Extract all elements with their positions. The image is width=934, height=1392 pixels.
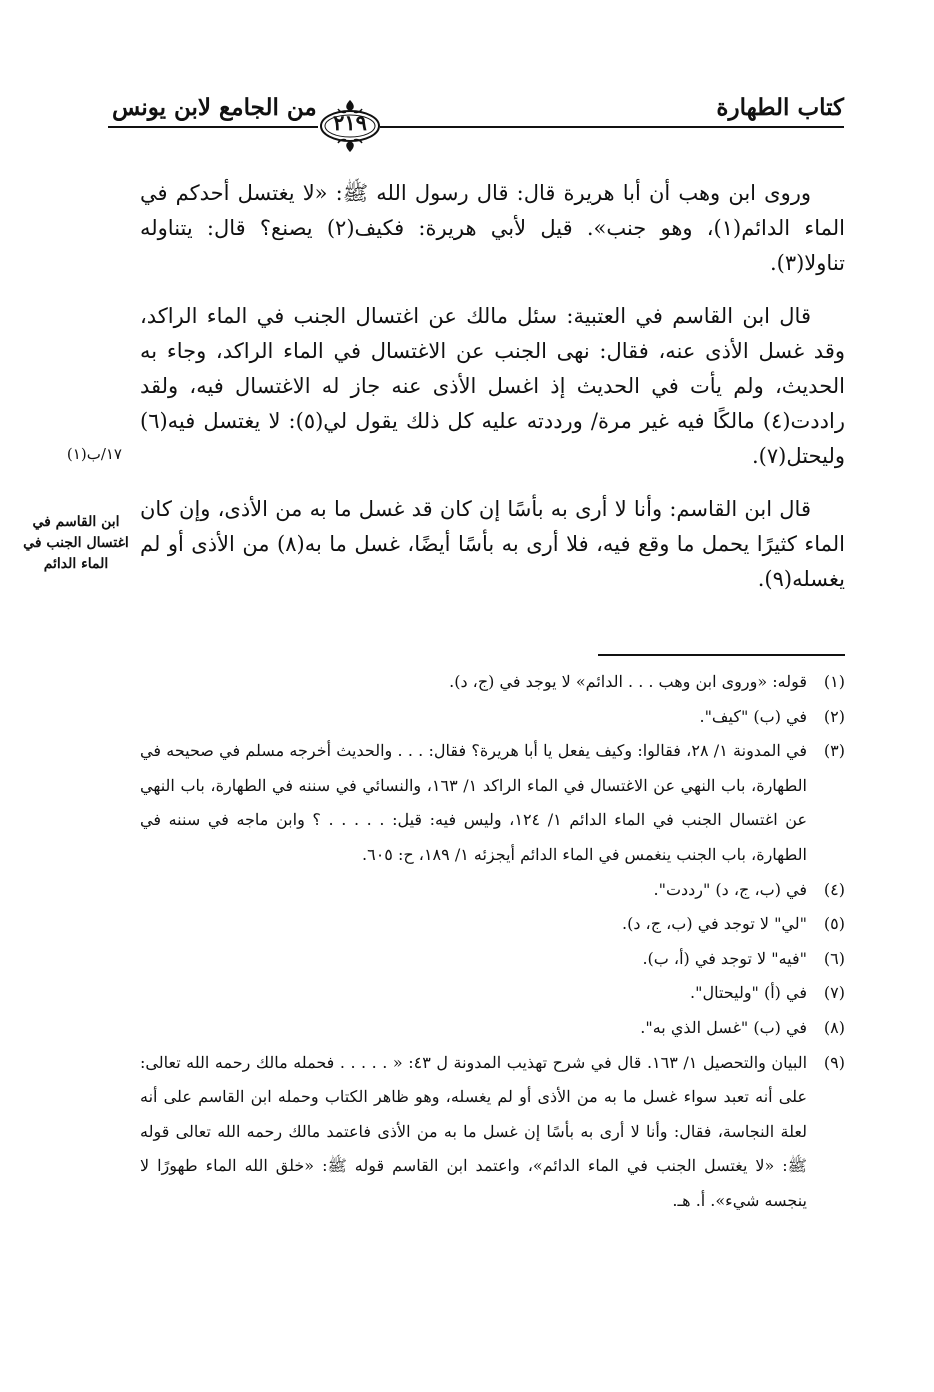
footnote-text: في (ب، ج، د) "رددت". <box>653 879 807 899</box>
footnote <box>140 873 845 908</box>
footnote <box>140 665 845 700</box>
margin-folio-note: ١٧/ب(١) <box>66 445 122 463</box>
paragraph: قال ابن القاسم في العتبية: سئل مالك عن اغتسال الجنب في الماء الراكد، وقد غسل الأذى عنه، فقال: نهى الجنب عن الاغتسال في الماء الراكد، وجاء به الحديث، ولم يأت في الحديث إذ اغسل الأذى عنه جاز له الاغتسال فيه، ولقد راددت(٤) مالكًا فيه غير مرة/ ورددته عليه كل ذلك يقول لي(٥): لا يغتسل فيه(٦) وليحتل(٧). <box>140 303 845 469</box>
footnote <box>140 976 845 1011</box>
footnote <box>140 907 845 942</box>
footnote <box>140 1011 845 1046</box>
footnote <box>140 942 845 977</box>
footnote-number: (٩) <box>823 1052 845 1072</box>
main-text <box>140 176 845 597</box>
footnote-text: "فيه" لا توجد في (أ، ب). <box>642 948 807 968</box>
header-rule-right <box>380 126 844 128</box>
footnote-text: في (ب) "غسل الذي به". <box>640 1017 807 1037</box>
footnote-text: في (ب) "كيف". <box>699 706 807 726</box>
footnotes <box>140 665 845 1219</box>
footnote-number: (٥) <box>823 914 845 934</box>
header-book-title: من الجامع لابن يونس <box>112 94 317 121</box>
footnote-number: (٤) <box>823 879 845 899</box>
footnote-separator <box>598 654 845 656</box>
footnote-number: (٢) <box>823 706 845 726</box>
margin-topic-note: ابن القاسم في اغتسال الجنب في الماء الدائم <box>23 514 129 572</box>
footnote-number: (٣) <box>823 741 845 761</box>
page-number: ٢١٩ <box>333 110 367 135</box>
header-section-title: كتاب الطهارة <box>716 94 844 121</box>
footnote <box>140 1046 845 1219</box>
paragraph: وروى ابن وهب أن أبا هريرة قال: قال رسول الله ﷺ: «لا يغتسل أحدكم في الماء الدائم(١)، وهو جنب». قيل لأبي هريرة: فكيف(٢) يصنع؟ قال: يتناوله تناولا(٣). <box>140 181 845 276</box>
footnote-number: (٨) <box>823 1017 845 1037</box>
footnote-number: (٧) <box>823 983 845 1003</box>
footnote <box>140 734 845 872</box>
footnote-number: (٦) <box>823 948 845 968</box>
footnote-text: في (أ) "وليحتال". <box>690 983 807 1003</box>
footnote-number: (١) <box>823 672 845 691</box>
footnote-text: في المدونة ١/ ٢٨، فقالوا: وكيف يفعل يا أبا هريرة؟ فقال: . . . والحديث أخرجه مسلم في صحيحه في الطهارة، باب النهي عن الاغتسال في الماء الراكد ١/ ١٦٣، والنسائي في سننه في الطهارة، باب النهي عن اغتسال الجنب في الماء الدائم ١/ ١٢٤، وليس فيه: قيل: . . . . . ؟ وابن ماجه في سننه في الطهارة، باب الجنب ينغمس في الماء الدائم أيجزئه ١/ ١٨٩، ح: ٦٠٥. <box>140 741 808 864</box>
footnote <box>140 700 845 735</box>
header-rule-left <box>108 126 318 128</box>
paragraph: قال ابن القاسم: وأنا لا أرى به بأسًا إن كان قد غسل ما به من الأذى، وإن كان الماء كثيرًا يحمل ما وقع فيه، فلا أرى به بأسًا أيضًا، غسل ما به(٨) من الأذى أو لم يغسله(٩). <box>140 496 845 592</box>
footnote-text: "لي" لا توجد في (ب، ج، د). <box>622 914 807 934</box>
footnote-text: البيان والتحصيل ١/ ١٦٣. قال في شرح تهذيب المدونة ل ٤٣: « . . . . . فحمله مالك رحمه الله تعالى: على أنه تعبد سواء غسل ما به من الأذى أو لم يغسله، وهو ظاهر الكتاب وحمله ابن القاسم على أنه لعلة النجاسة، فقال: وأنا لا أرى به بأسًا إن غسل ما به من الأذى فاعتمد مالك رحمه الله تعالى قوله ﷺ: «لا يغتسل الجنب في الماء الدائم»، واعتمد ابن القاسم قوله ﷺ: «خلق الله الماء طهورًا لا ينجسه شيء». أ. هـ. <box>140 1052 808 1210</box>
footnote-text: قوله: «وروى ابن وهب . . . الدائم» لا يوجد في (ج، د). <box>449 672 807 691</box>
